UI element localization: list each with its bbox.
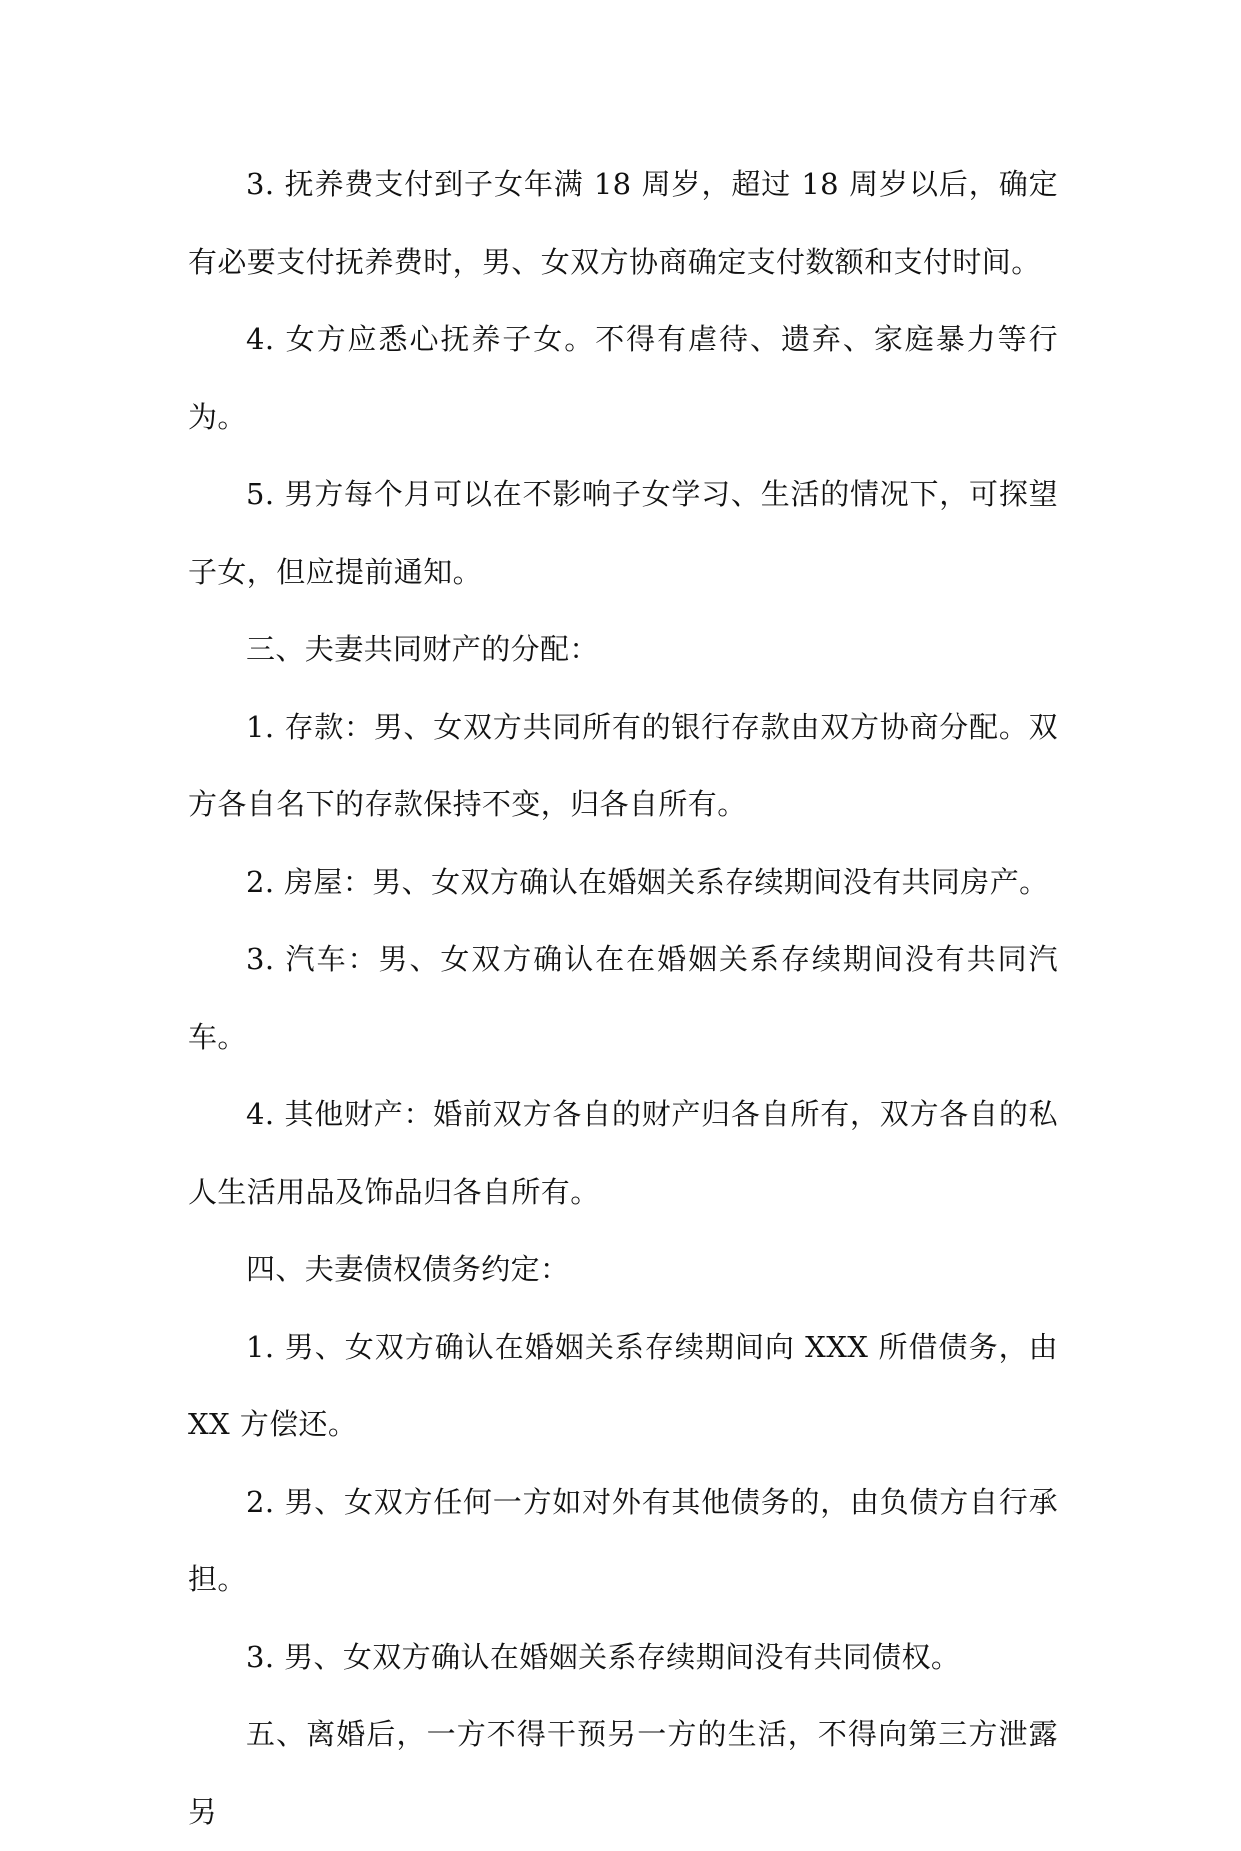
- paragraph-savings: 1. 存款：男、女双方共同所有的银行存款由双方协商分配。双方各自名下的存款保持不变，归各自所有。: [188, 709, 1058, 821]
- paragraph-car: 3. 汽车：男、女双方确认在在婚姻关系存续期间没有共同汽车。: [188, 942, 1058, 1054]
- section-heading-property: 三、夫妻共同财产的分配：: [246, 632, 599, 666]
- document-body: [188, 146, 1058, 1851]
- paragraph-other-debts: 2. 男、女双方任何一方如对外有其他债务的，由负债方自行承担。: [188, 1484, 1058, 1596]
- paragraph-borrowed-debt: 1. 男、女双方确认在婚姻关系存续期间向 XXX 所借债务，由 XX 方偿还。: [188, 1329, 1058, 1441]
- paragraph-mother-care: 4. 女方应悉心抚养子女。不得有虐待、遗弃、家庭暴力等行为。: [188, 322, 1058, 434]
- paragraph-visitation: 5. 男方每个月可以在不影响子女学习、生活的情况下，可探望子女，但应提前通知。: [188, 477, 1058, 589]
- paragraph-no-joint-claims: 3. 男、女双方确认在婚姻关系存续期间没有共同债权。: [246, 1639, 961, 1674]
- paragraph-house: 2. 房屋：男、女双方确认在婚姻关系存续期间没有共同房产。: [246, 864, 1049, 899]
- section-heading-debts: 四、夫妻债权债务约定：: [246, 1252, 570, 1286]
- paragraph-child-support-age: 3. 抚养费支付到子女年满 18 周岁，超过 18 周岁以后，确定有必要支付抚养费时，男、女双方协商确定支付数额和支付时间。: [188, 167, 1058, 279]
- section-heading-after-divorce: 五、离婚后，一方不得干预另一方的生活，不得向第三方泄露另: [188, 1717, 1058, 1829]
- paragraph-other-property: 4. 其他财产：婚前双方各自的财产归各自所有，双方各自的私人生活用品及饰品归各自所有。: [188, 1097, 1058, 1209]
